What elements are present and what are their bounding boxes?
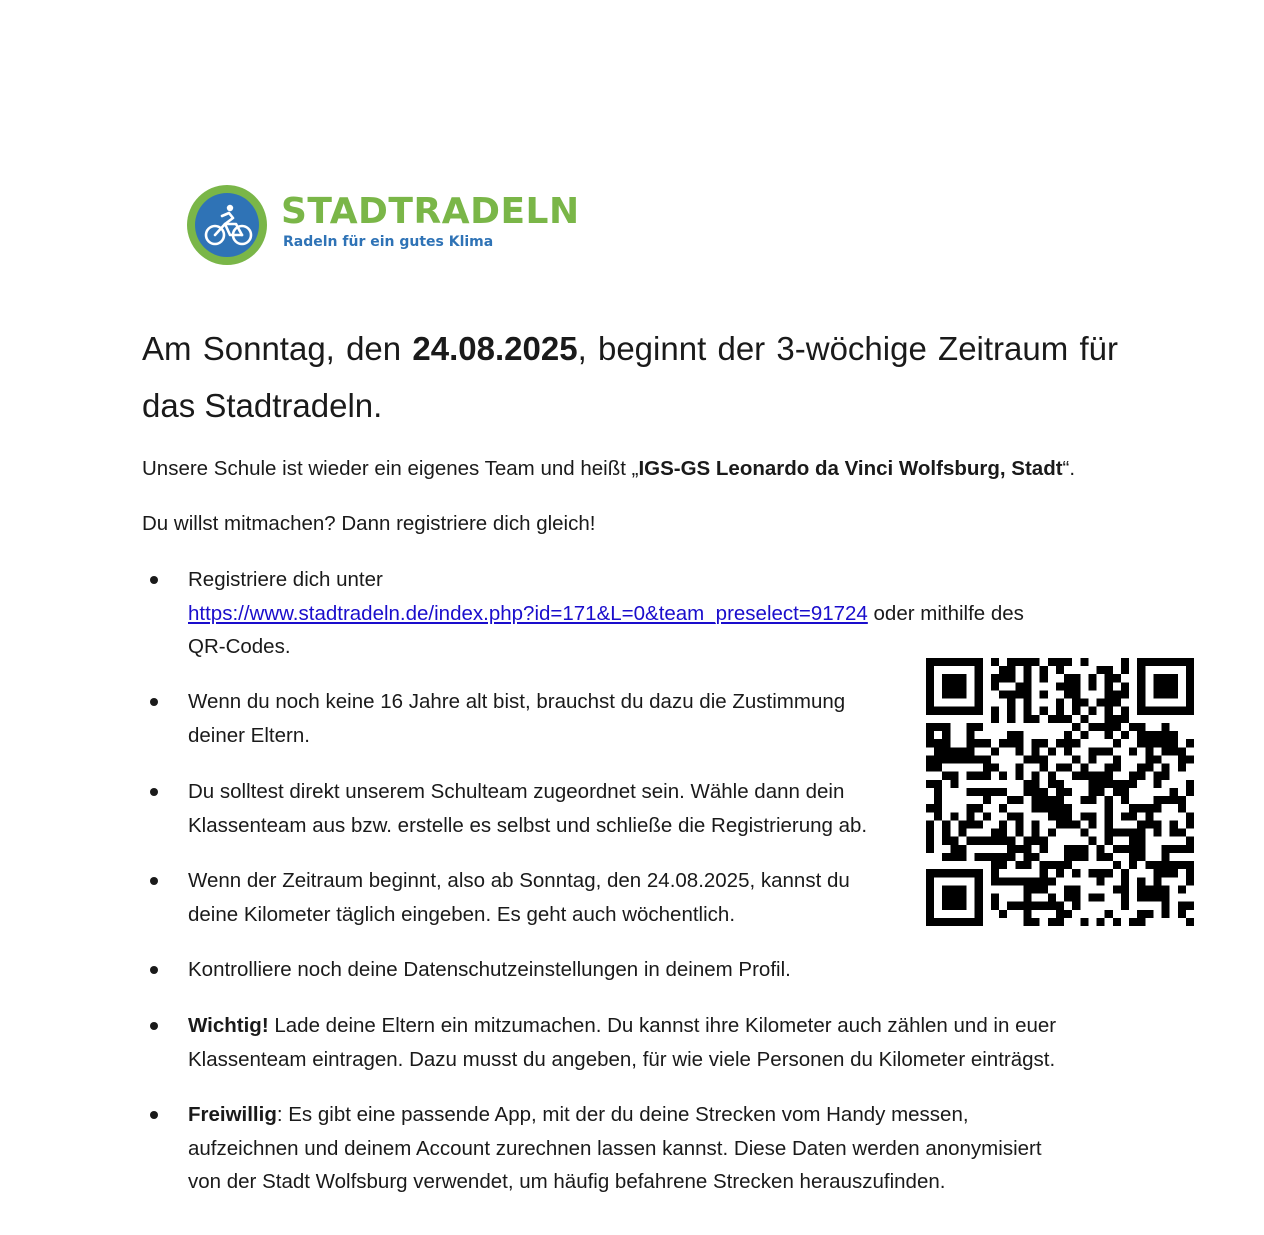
start-line1: Wenn der Zeitraum beginnt, also ab Sonntag, den 24.08.2025, kannst du bbox=[188, 869, 850, 892]
bullet-dot bbox=[150, 966, 158, 974]
register-line2 bbox=[188, 597, 1024, 631]
age-line1: Wenn du noch keine 16 Jahre alt bist, brauchst du dazu die Zustimmung bbox=[188, 690, 846, 713]
bullet-dot bbox=[150, 877, 158, 885]
registration-link[interactable]: https://www.stadtradeln.de/index.php?id=171&L=0&team_preselect=91724 bbox=[188, 601, 868, 625]
team-text-before: Unsere Schule ist wieder ein eigenes Team und heißt „ bbox=[142, 457, 639, 480]
bullet-dot bbox=[150, 1022, 158, 1030]
team-line1: Du solltest direkt unserem Schulteam zugeordnet sein. Wähle dann dein bbox=[188, 780, 845, 803]
bullet-dot bbox=[150, 576, 158, 584]
logo-title: STADTRADELN bbox=[281, 191, 580, 232]
age-line2: deiner Eltern. bbox=[188, 723, 310, 747]
bullet-dot bbox=[150, 1111, 158, 1119]
headline-date: 24.08.2025 bbox=[412, 330, 578, 367]
cyclist-icon bbox=[186, 184, 268, 266]
important-line2: Klassenteam eintragen. Dazu musst du angeben, für wie viele Personen du Kilometer einträgst. bbox=[188, 1047, 1056, 1071]
register-line3: QR-Codes. bbox=[188, 635, 291, 658]
voluntary-text: : Es gibt eine passende App, mit der du deine Strecken vom Handy messen, bbox=[276, 1103, 969, 1126]
team-name: IGS-GS Leonardo da Vinci Wolfsburg, Stadt bbox=[638, 457, 1063, 480]
register-line1: Registriere dich unter bbox=[188, 568, 383, 591]
voluntary-line3: von der Stadt Wolfsburg verwendet, um häufig befahrene Strecken herauszufinden. bbox=[188, 1170, 946, 1193]
important-text: Lade deine Eltern ein mitzumachen. Du kannst ihre Kilometer auch zählen und in euer bbox=[268, 1014, 1057, 1037]
team-line2: Klassenteam aus bzw. erstelle es selbst und schließe die Registrierung ab. bbox=[188, 813, 868, 837]
voluntary-line1 bbox=[188, 1098, 1042, 1132]
team-text-after: “. bbox=[1062, 457, 1076, 480]
register-link-after: oder mithilfe des bbox=[867, 601, 1024, 625]
important-label: Wichtig! bbox=[188, 1014, 269, 1037]
important-line1 bbox=[188, 1009, 1056, 1043]
voluntary-label: Freiwillig bbox=[188, 1103, 277, 1126]
privacy-line1: Kontrolliere noch deine Datenschutzeinstellungen in deinem Profil. bbox=[188, 958, 791, 981]
headline-after: , beginnt der 3-wöchige Zeitraum für das Stadtradeln. bbox=[142, 330, 1118, 424]
start-line2: deine Kilometer täglich eingeben. Es geht auch wöchentlich. bbox=[188, 902, 736, 926]
call-to-action: Du willst mitmachen? Dann registriere dich gleich! bbox=[142, 512, 596, 535]
qr-code-icon[interactable] bbox=[926, 658, 1194, 926]
headline bbox=[142, 320, 1118, 434]
headline-before: Am Sonntag, den bbox=[142, 330, 413, 367]
bullet-dot bbox=[150, 698, 158, 706]
bullet-dot bbox=[150, 788, 158, 796]
stadtradeln-logo bbox=[186, 184, 606, 268]
voluntary-line2: aufzeichnen und deinem Account zurechnen lassen kannst. Diese Daten werden anonymisiert bbox=[188, 1136, 1042, 1160]
team-paragraph bbox=[142, 452, 1075, 485]
logo-subtitle: Radeln für ein gutes Klima bbox=[283, 234, 494, 250]
